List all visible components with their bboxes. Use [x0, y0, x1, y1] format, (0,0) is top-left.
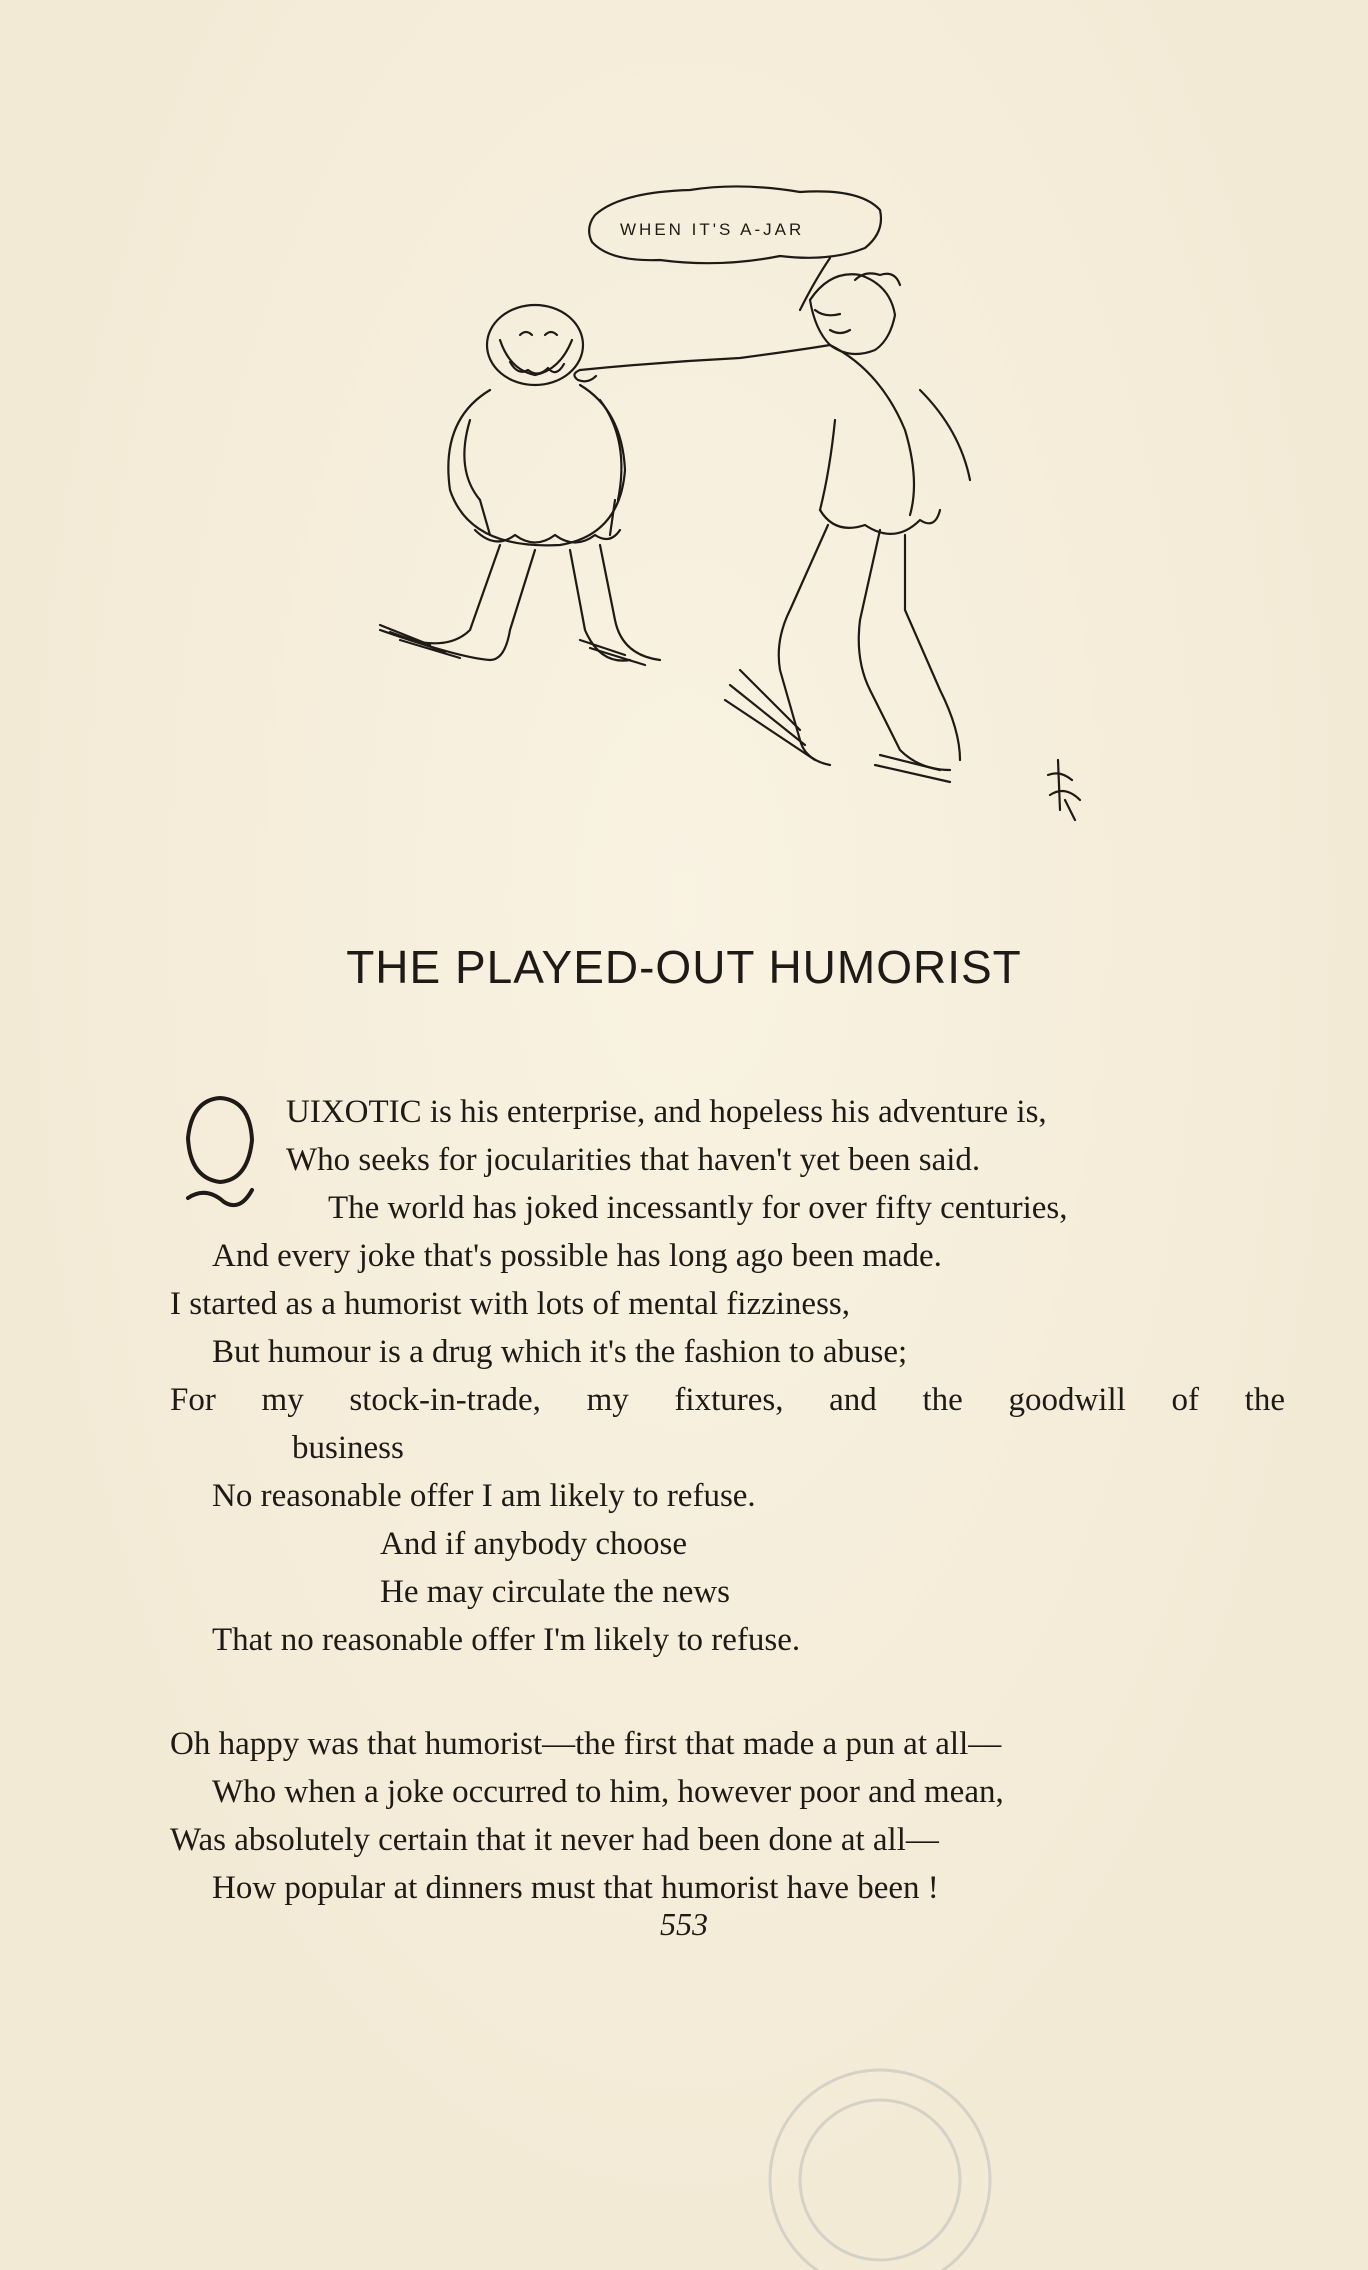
verse-line: The world has joked incessantly for over fifty centuries, [328, 1190, 1068, 1226]
cartoon-illustration [360, 170, 1140, 850]
verse-line: I started as a humorist with lots of mental fizziness, [170, 1286, 851, 1322]
verse-line: That no reasonable offer I'm likely to refuse. [212, 1622, 801, 1658]
verse-line: Oh happy was that humorist—the first that made a pun at all— [170, 1726, 1002, 1762]
stout-figure [380, 305, 660, 665]
verse-line: Who seeks for jocularities that haven't yet been said. [286, 1142, 981, 1178]
verse-line: And every joke that's possible has long ago been made. [212, 1238, 942, 1274]
artist-monogram [1048, 760, 1080, 820]
speech-bubble [589, 186, 881, 310]
verse-line: business [292, 1430, 404, 1466]
verse-line: Was absolutely certain that it never had been done at all— [170, 1822, 939, 1858]
speech-bubble-text: WHEN IT'S A-JAR [620, 220, 805, 239]
drop-cap-q-glyph [180, 1090, 260, 1210]
thin-figure [574, 273, 970, 782]
verse-line: Who when a joke occurred to him, however poor and mean, [212, 1774, 1004, 1810]
verse-line: UIXOTIC is his enterprise, and hopeless his adventure is, [286, 1094, 1047, 1130]
verse-line: For my stock-in-trade, my fixtures, and the goodwill of the [170, 1382, 1285, 1418]
verse-line: No reasonable offer I am likely to refuse. [212, 1478, 756, 1514]
verse-line: And if anybody choose [380, 1526, 688, 1562]
verse-line: How popular at dinners must that humorist have been ! [212, 1870, 939, 1906]
verse-line: He may circulate the news [380, 1574, 731, 1610]
poem-title: THE PLAYED-OUT HUMORIST [346, 941, 1022, 993]
drop-cap [180, 1090, 260, 1210]
library-stamp [750, 2050, 1010, 2270]
verse-line: But humour is a drug which it's the fashion to abuse; [212, 1334, 908, 1370]
page-number: 553 [660, 1906, 708, 1942]
